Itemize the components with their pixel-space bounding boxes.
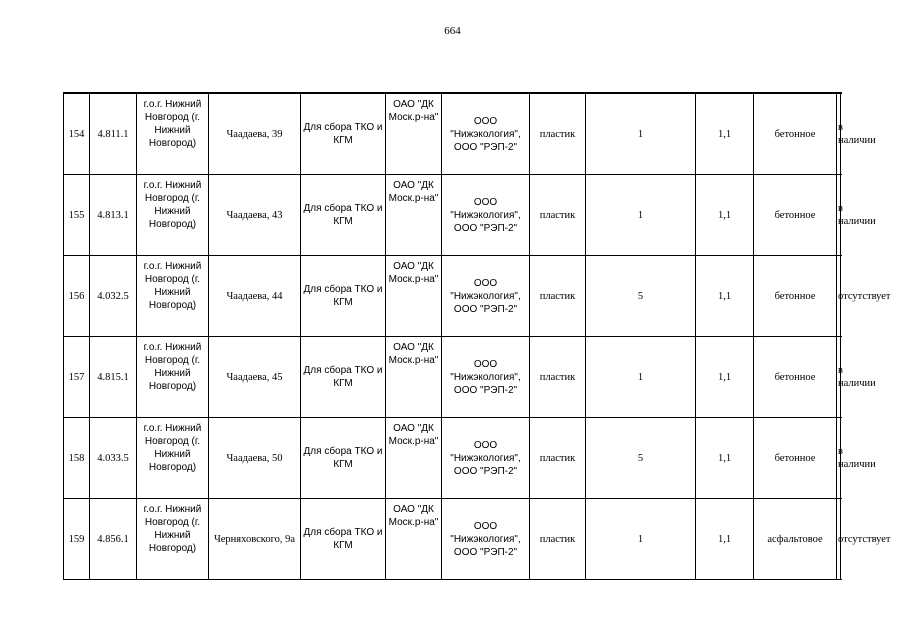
cell-material: пластик [530, 175, 586, 256]
cell-container-volume: 1,1 [696, 418, 754, 499]
cell-surface: бетонное [754, 175, 837, 256]
cell-address: Чаадаева, 45 [209, 337, 301, 418]
cell-number: 159 [64, 499, 90, 580]
cell-material: пластик [530, 256, 586, 337]
cell-district: г.о.г. Нижний Новгород (г. Нижний Новгород) [137, 337, 209, 418]
cell-purpose: Для сбора ТКО и КГМ [301, 337, 386, 418]
cell-fence: в наличии [837, 93, 841, 175]
cell-code: 4.815.1 [90, 337, 137, 418]
cell-number: 155 [64, 175, 90, 256]
cell-number: 156 [64, 256, 90, 337]
cell-container-volume: 1,1 [696, 93, 754, 175]
cell-purpose: Для сбора ТКО и КГМ [301, 93, 386, 175]
cell-district: г.о.г. Нижний Новгород (г. Нижний Новгород) [137, 499, 209, 580]
cell-operator: ООО "Нижэкология", ООО "РЭП-2" [442, 337, 530, 418]
cell-purpose: Для сбора ТКО и КГМ [301, 256, 386, 337]
cell-number: 157 [64, 337, 90, 418]
table-row [64, 93, 841, 175]
cell-container-count: 1 [586, 337, 696, 418]
cell-fence: в наличии [837, 175, 841, 256]
cell-district: г.о.г. Нижний Новгород (г. Нижний Новгород) [137, 93, 209, 175]
cell-purpose: Для сбора ТКО и КГМ [301, 175, 386, 256]
cell-material: пластик [530, 499, 586, 580]
cell-district: г.о.г. Нижний Новгород (г. Нижний Новгород) [137, 418, 209, 499]
cell-surface: бетонное [754, 337, 837, 418]
table-row [64, 337, 841, 418]
cell-container-volume: 1,1 [696, 256, 754, 337]
cell-fence: отсутствует [837, 499, 841, 580]
cell-container-volume: 1,1 [696, 337, 754, 418]
cell-number: 154 [64, 93, 90, 175]
cell-purpose: Для сбора ТКО и КГМ [301, 499, 386, 580]
cell-fence: в наличии [837, 418, 841, 499]
cell-fence: отсутствует [837, 256, 841, 337]
cell-operator: ООО "Нижэкология", ООО "РЭП-2" [442, 175, 530, 256]
cell-material: пластик [530, 418, 586, 499]
cell-container-count: 5 [586, 256, 696, 337]
registry-table [63, 92, 891, 580]
cell-surface: бетонное [754, 93, 837, 175]
cell-purpose: Для сбора ТКО и КГМ [301, 418, 386, 499]
cell-surface: бетонное [754, 256, 837, 337]
cell-address: Чаадаева, 44 [209, 256, 301, 337]
cell-address: Чаадаева, 43 [209, 175, 301, 256]
table-row [64, 256, 841, 337]
cell-container-volume: 1,1 [696, 175, 754, 256]
registry-rows [64, 93, 891, 580]
cell-code: 4.033.5 [90, 418, 137, 499]
cell-number: 158 [64, 418, 90, 499]
page-number: 664 [444, 25, 461, 37]
cell-code: 4.856.1 [90, 499, 137, 580]
cell-material: пластик [530, 337, 586, 418]
cell-owner: ОАО "ДК Моск.р-на" [386, 418, 442, 499]
cell-owner: ОАО "ДК Моск.р-на" [386, 175, 442, 256]
cell-district: г.о.г. Нижний Новгород (г. Нижний Новгород) [137, 256, 209, 337]
cell-fence: в наличии [837, 337, 841, 418]
cell-code: 4.811.1 [90, 93, 137, 175]
cell-material: пластик [530, 93, 586, 175]
cell-operator: ООО "Нижэкология", ООО "РЭП-2" [442, 93, 530, 175]
cell-operator: ООО "Нижэкология", ООО "РЭП-2" [442, 499, 530, 580]
cell-container-count: 5 [586, 418, 696, 499]
cell-container-count: 1 [586, 499, 696, 580]
cell-container-volume: 1,1 [696, 499, 754, 580]
table-row [64, 418, 841, 499]
table-row [64, 499, 841, 580]
cell-container-count: 1 [586, 175, 696, 256]
cell-surface: асфальтовое [754, 499, 837, 580]
cell-address: Чаадаева, 50 [209, 418, 301, 499]
cell-owner: ОАО "ДК Моск.р-на" [386, 93, 442, 175]
cell-code: 4.032.5 [90, 256, 137, 337]
cell-district: г.о.г. Нижний Новгород (г. Нижний Новгород) [137, 175, 209, 256]
cell-code: 4.813.1 [90, 175, 137, 256]
cell-owner: ОАО "ДК Моск.р-на" [386, 499, 442, 580]
cell-container-count: 1 [586, 93, 696, 175]
cell-owner: ОАО "ДК Моск.р-на" [386, 337, 442, 418]
cell-address: Чаадаева, 39 [209, 93, 301, 175]
cell-surface: бетонное [754, 418, 837, 499]
cell-address: Черняховского, 9а [209, 499, 301, 580]
table-row [64, 175, 841, 256]
cell-owner: ОАО "ДК Моск.р-на" [386, 256, 442, 337]
cell-operator: ООО "Нижэкология", ООО "РЭП-2" [442, 418, 530, 499]
cell-operator: ООО "Нижэкология", ООО "РЭП-2" [442, 256, 530, 337]
